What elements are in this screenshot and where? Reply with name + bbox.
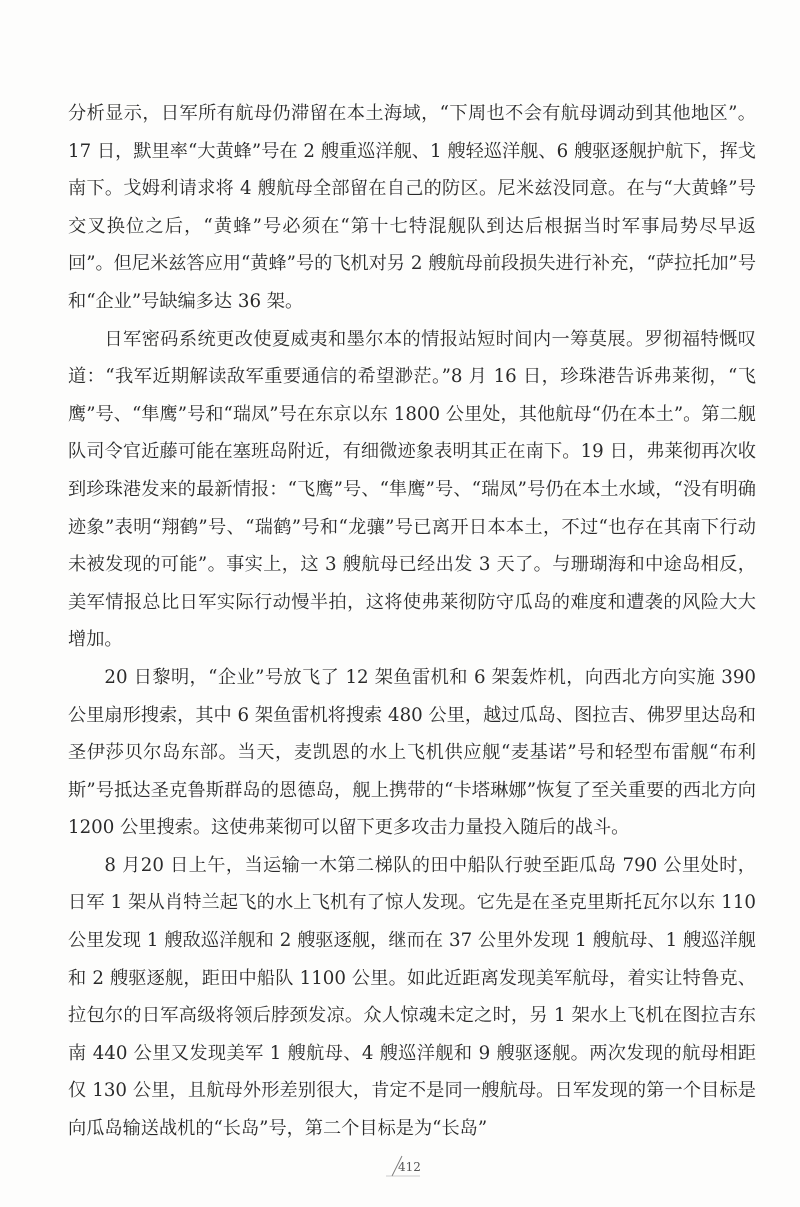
paragraph: 8 月20 日上午，当运输一木第二梯队的田中船队行驶至距瓜岛 790 公里处时，日军 1 架从肖特兰起飞的水上飞机有了惊人发现。它先是在圣克里斯托瓦尔以东 110 公里发现 1 艘敌巡洋舰和 2 艘驱逐舰，继而在 37 公里外发现 1 艘航母、1 艘巡洋舰和 2 艘驱逐舰，距田中船队 1100 公里。如此近距离发现美军航母，着实让特鲁克、拉包尔的日军高级将领后脖颈发凉。众人惊魂未定之时，另 1 架水上飞机在图拉吉东南 440 公里又发现美军 1 艘航母、4 艘巡洋舰和 9 艘驱逐舰。两次发现的航母相距仅 130 公里，且航母外形差别很大，肯定不是同一艘航母。日军发现的第一个目标是向瓜岛输送战机的“长岛”号，第二个目标是为“长岛”	[68, 854, 756, 1140]
page-number: 412	[398, 1160, 421, 1174]
paragraph-continuation: 分析显示，日军所有航母仍滞留在本土海域，“下周也不会有航母调动到其他地区”。17 日，默里率“大黄蜂”号在 2 艘重巡洋舰、1 艘轻巡洋舰、6 艘驱逐舰护航下，挥戈南下。戈姆利请求将 4 艘航母全部留在自己的防区。尼米兹没同意。在与“大黄蜂”号交叉换位之后，“黄蜂”号必须在“第十七特混舰队到达后根据当时军事局势尽早返回”。但尼米兹答应用“黄蜂”号的飞机对另 2 艘航母前段损失进行补充，“萨拉托加”号和“企业”号缺编多达 36 架。	[68, 103, 756, 312]
body-text	[68, 95, 756, 1148]
page-footer	[370, 1150, 430, 1180]
paragraph: 日军密码系统更改使夏威夷和墨尔本的情报站短时间内一筹莫展。罗彻福特慨叹道：“我军近期解读敌军重要通信的希望渺茫。”8 月 16 日，珍珠港告诉弗莱彻，“飞鹰”号、“隼鹰”号和“瑞凤”号在东京以东 1800 公里处，其他航母“仍在本土”。第二舰队司令官近藤可能在塞班岛附近，有细微迹象表明其正在南下。19 日，弗莱彻再次收到珍珠港发来的最新情报：“飞鹰”号、“隼鹰”号、“瑞凤”号仍在本土水域，“没有明确迹象”表明“翔鹤”号、“瑞鹤”号和“龙骧”号已离开日本本土，不过“也存在其南下行动未被发现的可能”。事实上，这 3 艘航母已经出发 3 天了。与珊瑚海和中途岛相反，美军情报总比日军实际行动慢半拍，这将使弗莱彻防守瓜岛的难度和遭袭的风险大大增加。	[68, 328, 756, 651]
paragraph: 20 日黎明，“企业”号放飞了 12 架鱼雷机和 6 架轰炸机，向西北方向实施 390 公里扇形搜索，其中 6 架鱼雷机将搜索 480 公里，越过瓜岛、图拉吉、佛罗里达岛和圣伊莎贝尔岛东部。当天，麦凯恩的水上飞机供应舰“麦基诺”号和轻型布雷舰“布利斯”号抵达圣克鲁斯群岛的恩德岛，舰上携带的“卡塔琳娜”恢复了至关重要的西北方向 1200 公里搜索。这使弗莱彻可以留下更多攻击力量投入随后的战斗。	[68, 666, 756, 839]
